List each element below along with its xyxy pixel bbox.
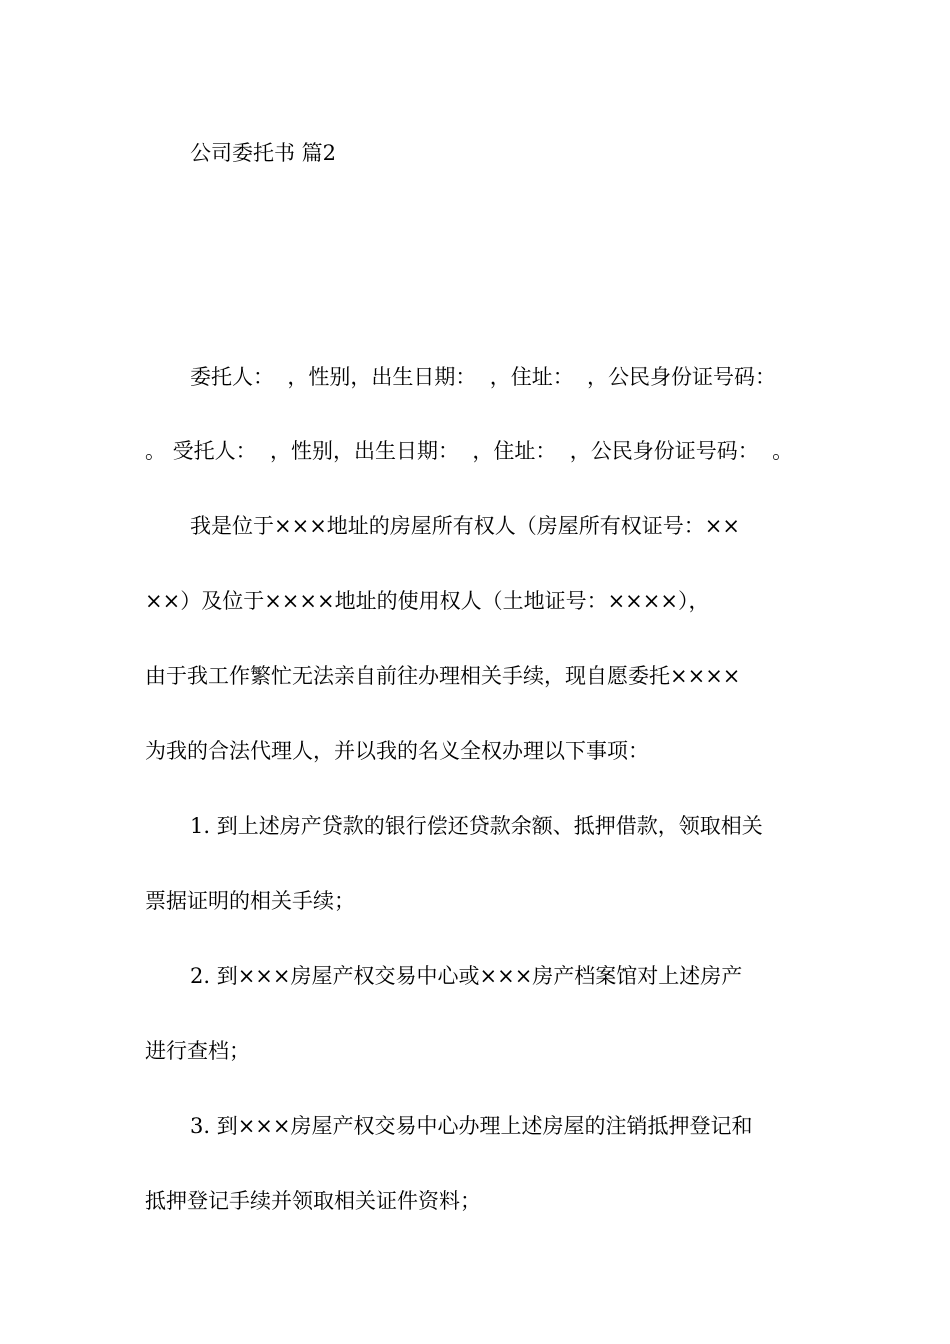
- list-item-3-line-2: 抵押登记手续并领取相关证件资料；: [145, 1189, 481, 1213]
- paragraph-line-3: 我是位于×××地址的房屋所有权人（房屋所有权证号：××: [190, 514, 740, 538]
- document-heading: 公司委托书 篇2: [190, 141, 337, 165]
- paragraph-line-5: 由于我工作繁忙无法亲自前往办理相关手续，现自愿委托××××: [145, 664, 741, 688]
- list-item-1-line-1: 1. 到上述房产贷款的银行偿还贷款余额、抵押借款，领取相关: [190, 814, 763, 838]
- list-item-3-line-1: 3. 到×××房屋产权交易中心办理上述房屋的注销抵押登记和: [190, 1114, 753, 1138]
- paragraph-line-1: 委托人： ，性别，出生日期： ，住址： ，公民身份证号码：: [190, 365, 777, 389]
- list-item-1-line-2: 票据证明的相关手续；: [145, 889, 355, 913]
- paragraph-line-6: 为我的合法代理人，并以我的名义全权办理以下事项：: [145, 739, 649, 763]
- list-item-2-line-2: 进行查档；: [145, 1039, 250, 1063]
- paragraph-line-2: 。 受托人： ，性别，出生日期： ，住址： ，公民身份证号码： 。: [145, 439, 794, 463]
- paragraph-line-4: ××）及位于××××地址的使用权人（土地证号：××××），: [145, 589, 710, 613]
- list-item-2-line-1: 2. 到×××房屋产权交易中心或×××房产档案馆对上述房产: [190, 964, 743, 988]
